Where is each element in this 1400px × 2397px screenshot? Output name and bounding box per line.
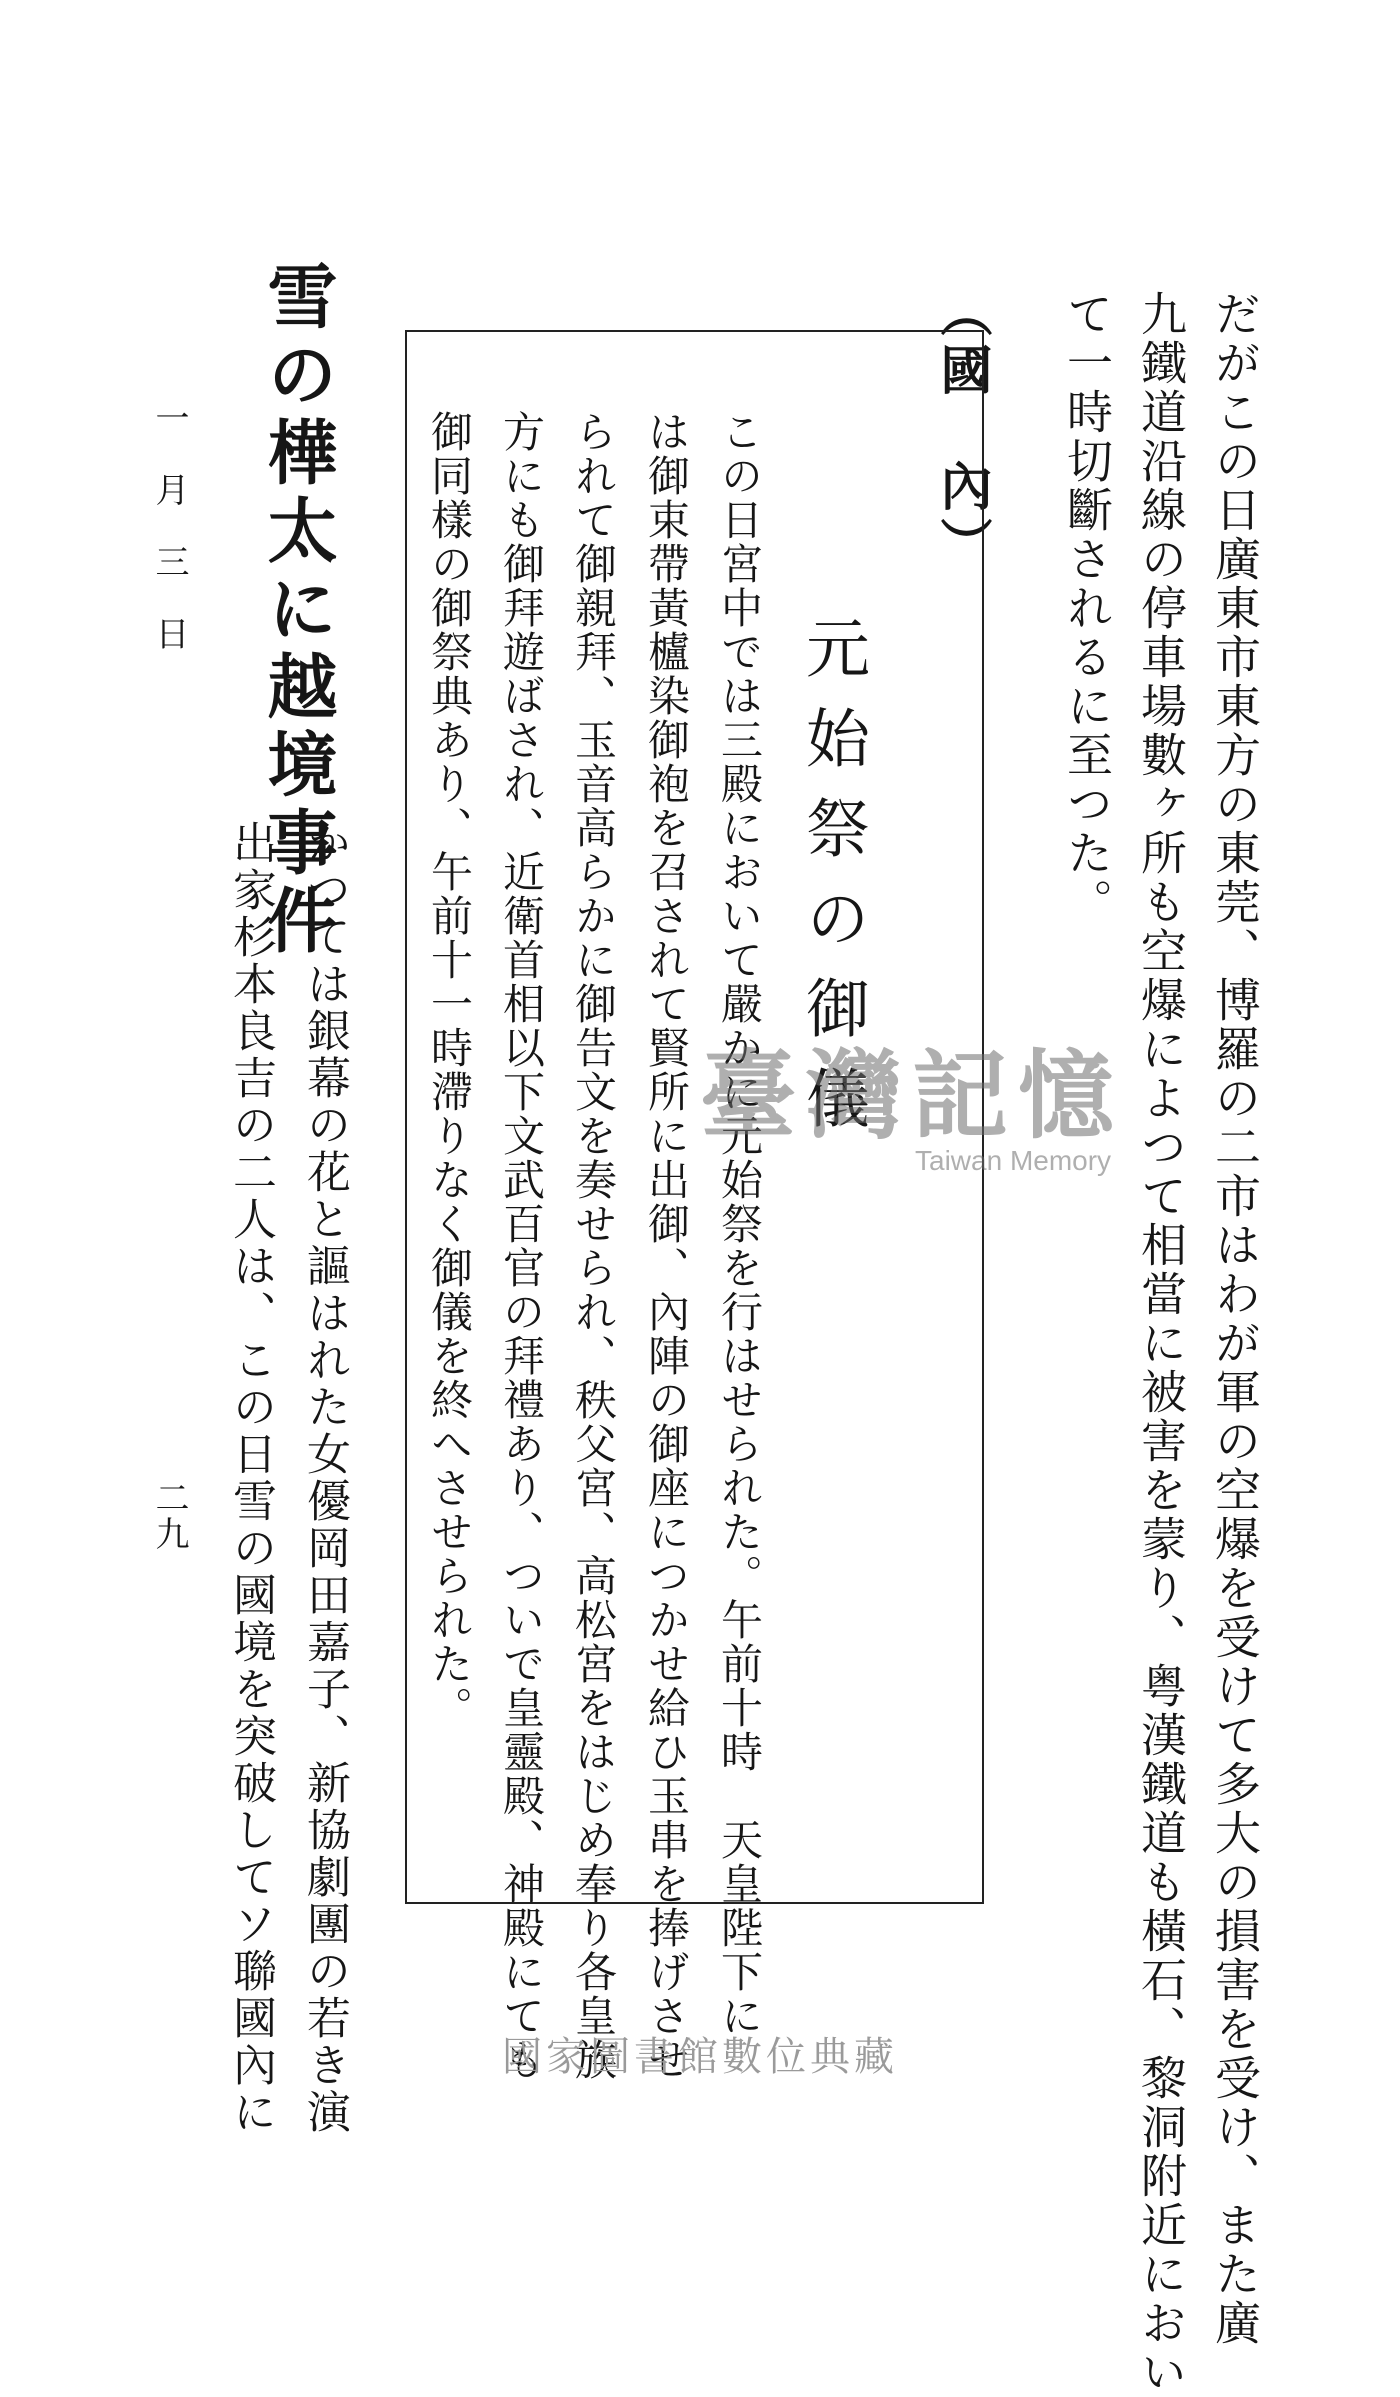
boxed-article-title: 元始祭の御儀: [795, 615, 869, 1155]
boxed-article-line: この日宮中では三殿において嚴かに元始祭を行はせられた。午前十時 天皇陛下に: [715, 410, 764, 2038]
body-text-line: だがこの日廣東市東方の東莞、博羅の二市はわが軍の空爆を受けて多大の損害を受け、また廣: [1208, 290, 1262, 2348]
library-credit: 國家圖書館數位典藏: [502, 2034, 898, 2080]
body-text-line: て一時切斷されるに至つた。: [1060, 290, 1114, 927]
article-text-line: かつては銀幕の花と謳はれた女優岡田嘉子、新協劇團の若き演: [299, 820, 350, 2136]
date-label: 一月三日: [149, 400, 189, 688]
body-text-line: 九鐵道沿線の停車場數ヶ所も空爆によつて相當に被害を蒙り、粤漢鐵道も橫石、黎洞附近におい: [1134, 290, 1188, 2397]
watermark-english-text: Taiwan Memory: [915, 1145, 1112, 1176]
page-number: 二九: [149, 1480, 189, 1552]
taiwan-memory-watermark: [700, 1020, 1124, 1190]
article-text-line: 出家杉本良吉の二人は、この日雪の國境を突破してソ聯國內に: [225, 820, 276, 2136]
article-headline: 雪の樺太に越境事件: [256, 260, 339, 962]
section-label: （國 內）: [931, 285, 992, 575]
boxed-article-line: は御束帶黃櫨染御袍を召されて賢所に出御、內陣の御座につかせ給ひ玉串を捧げさせ: [642, 410, 691, 2082]
boxed-article-line: 方にも御拜遊ばされ、近衛首相以下文武百官の拜禮あり、ついで皇靈殿、神殿にても: [497, 410, 546, 2082]
boxed-article-line: られて御親拜、玉音高らかに御告文を奏せられ、秩父宮、高松宮をはじめ奉り各皇族: [569, 410, 618, 2082]
boxed-article-line: 御同樣の御祭典あり、午前十一時滯りなく御儀を終へさせられた。: [425, 410, 474, 1730]
watermark-logo-text: 臺灣記憶: [700, 1040, 1124, 1152]
